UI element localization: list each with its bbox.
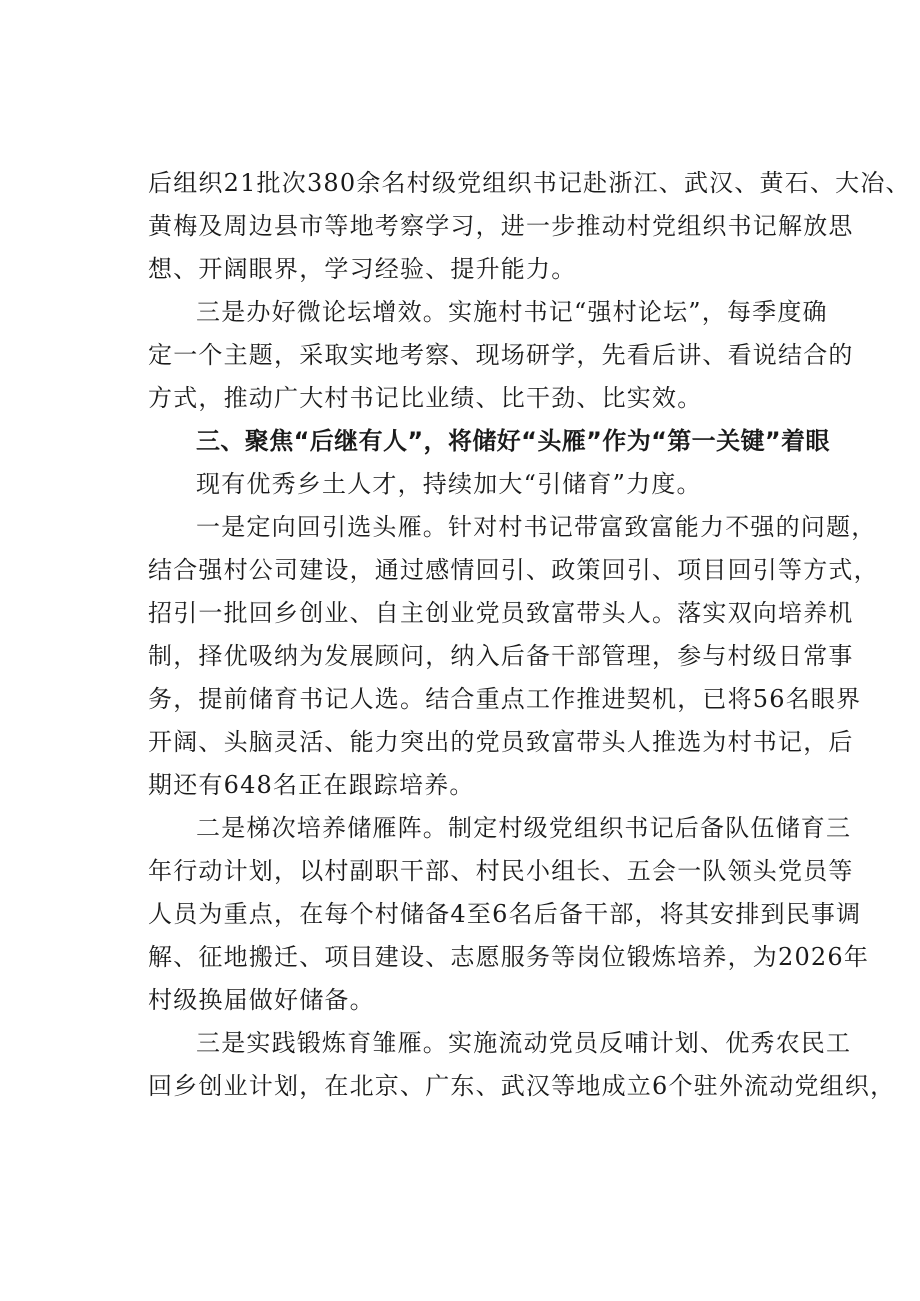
body-text-line: 务，提前储育书记人选。结合重点工作推进契机，已将56名眼界 [148,685,862,713]
body-text-line: 期还有648名正在跟踪培养。 [148,771,475,799]
body-text-line: 村级换届做好储备。 [148,986,375,1014]
body-text-line: 二是梯次培养储雁阵。制定村级党组织书记后备队伍储育三 [196,814,852,842]
body-text-line: 想、开阔眼界，学习经验、提升能力。 [148,255,577,283]
body-text-line: 回乡创业计划，在北京、广东、武汉等地成立6个驻外流动党组织， [148,1072,896,1100]
body-text-line: 一是定向回引选头雁。针对村书记带富致富能力不强的问题， [196,513,877,541]
body-text-line: 黄梅及周边县市等地考察学习，进一步推动村党组织书记解放思 [148,212,854,240]
body-text-line: 制，择优吸纳为发展顾问，纳入后备干部管理，参与村级日常事 [148,642,854,670]
body-text-line: 三是实践锻炼育雏雁。实施流动党员反哺计划、优秀农民工 [196,1029,852,1057]
body-text-line: 年行动计划，以村副职干部、村民小组长、五会一队领头党员等 [148,857,854,885]
section-heading: 三、聚焦“后继有人”，将储好“头雁”作为“第一关键”着眼 [196,427,830,455]
body-text-line: 方式，推动广大村书记比业绩、比干劲、比实效。 [148,384,703,412]
body-text-line: 解、征地搬迁、项目建设、志愿服务等岗位锻炼培养，为2026年 [148,943,870,971]
body-text-line: 三是办好微论坛增效。实施村书记“强村论坛”，每季度确 [196,298,828,326]
body-text-line: 后组织21批次380余名村级党组织书记赴浙江、武汉、黄石、大冶、 [148,169,911,197]
body-text-line: 定一个主题，采取实地考察、现场研学，先看后讲、看说结合的 [148,341,854,369]
body-text-line: 开阔、头脑灵活、能力突出的党员致富带头人推选为村书记，后 [148,728,854,756]
body-text-line: 现有优秀乡土人才，持续加大“引储育”力度。 [196,470,702,498]
body-text-line: 结合强村公司建设，通过感情回引、政策回引、项目回引等方式， [148,556,879,584]
body-text-line: 人员为重点，在每个村储备4至6名后备干部，将其安排到民事调 [148,900,862,928]
body-text-line: 招引一批回乡创业、自主创业党员致富带头人。落实双向培养机 [148,599,854,627]
